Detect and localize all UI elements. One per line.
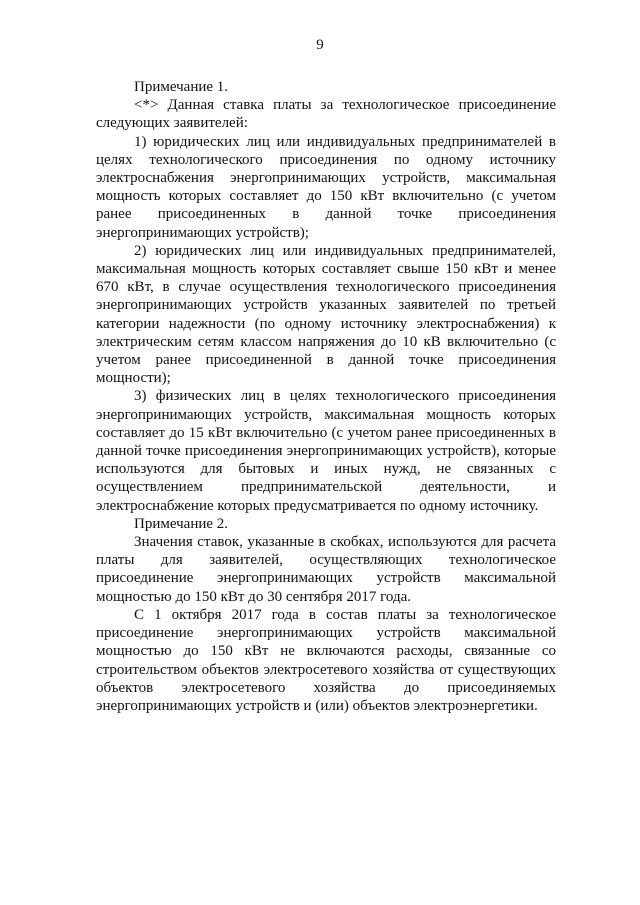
note-1-item-2: 2) юридических лиц или индивидуальных предпринимателей, максимальная мощность которых составляет свыше 150 кВт и менее 670 кВт, в случае осуществления технологического присоединения энергопринимающих устройств указанных заявителей по третьей категории надежности (по одному источнику электроснабжения) к электрическим сетям классом напряжения до 10 кВ включительно (с учетом ранее присоединенной в данной точке присоединения мощности); xyxy=(96,242,556,387)
note-2-paragraph-1: Значения ставок, указанные в скобках, используются для расчета платы для заявителей, осуществляющих технологическое присоединение энергопринимающих устройств максимальной мощностью до 150 кВт до 30 сентября 2017 года. xyxy=(96,534,556,605)
note-2-heading: Примечание 2. xyxy=(134,515,229,532)
note-1-item-3: 3) физических лиц в целях технологического присоединения энергопринимающих устройств, максимальная мощность которых составляет до 15 кВт включительно (с учетом ранее присоединенных в данной точке присоединения энергопринимающих устройств), которые используются для бытовых и иных нужд, не связанных с осуществлением предпринимательской деятельности, и электроснабжение которых предусматривается по одному источнику. xyxy=(96,388,556,514)
document-body xyxy=(96,78,556,715)
note-1-heading: Примечание 1. xyxy=(134,79,229,95)
note-2-paragraph-2: С 1 октября 2017 года в состав платы за технологическое присоединение энергопринимающих устройств максимальной мощностью до 150 кВт не включаются расходы, связанные со строительством объектов электросетевого хозяйства от существующих объектов электросетевого хозяйства до присоединяемых энергопринимающих устройств и (или) объектов электроэнергетики. xyxy=(96,606,556,714)
note-1-intro: <*> Данная ставка платы за технологическое присоединение следующих заявителей: xyxy=(96,97,556,132)
page-number: 9 xyxy=(316,37,324,53)
note-1-item-1: 1) юридических лиц или индивидуальных предпринимателей в целях технологического присоединения по одному источнику электроснабжения энергопринимающих устройств, максимальная мощность которых составляет до 150 кВт включительно (с учетом ранее присоединенных в данной точке присоединения энергопринимающих устройств); xyxy=(96,133,556,241)
